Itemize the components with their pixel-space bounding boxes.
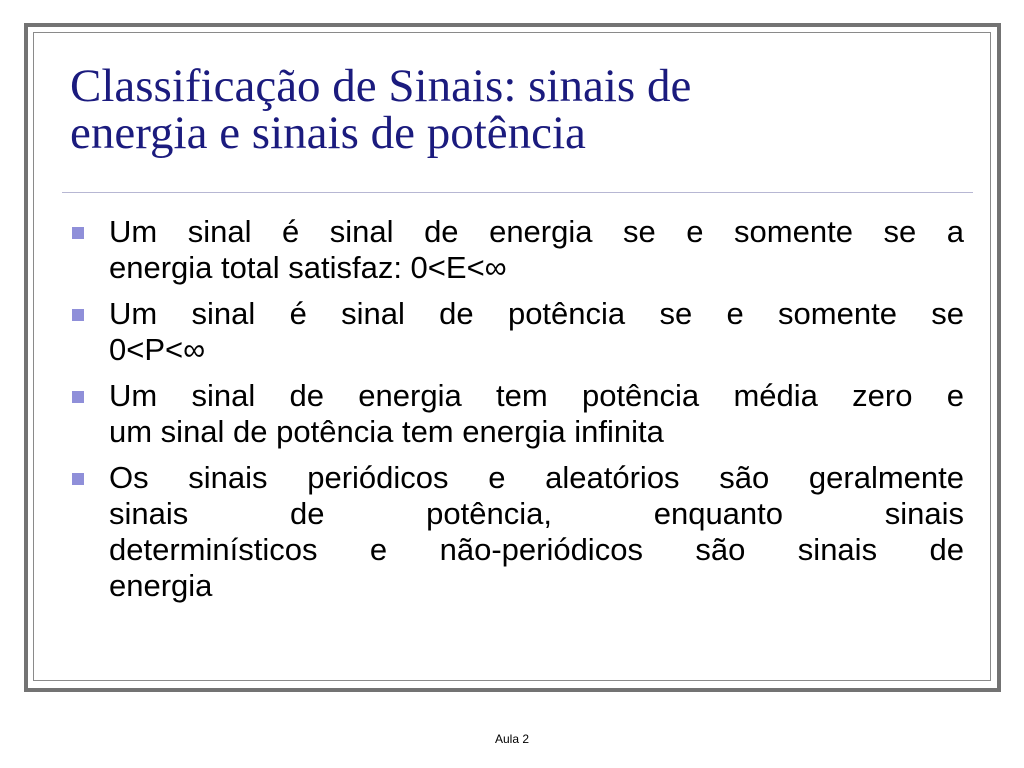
square-bullet-icon (72, 309, 84, 321)
slide-footer: Aula 2 (494, 732, 530, 746)
slide-title (70, 60, 950, 159)
bullet-list (72, 214, 964, 614)
square-bullet-icon (72, 473, 84, 485)
title-divider (62, 192, 973, 193)
bullet-item-signal-types (72, 460, 964, 604)
bullet-line: sinais de potência, enquanto sinais (109, 496, 964, 531)
bullet-line: 0<P<∞ (109, 332, 206, 367)
bullet-item-energy-vs-power (72, 378, 964, 450)
bullet-line: Um sinal é sinal de potência se e somente se (109, 296, 964, 331)
square-bullet-icon (72, 227, 84, 239)
bullet-item-power-signal (72, 296, 964, 368)
slide-title-line-2: energia e sinais de potência (70, 107, 586, 159)
bullet-item-energy-signal (72, 214, 964, 286)
bullet-line: determinísticos e não-periódicos são sinais de (109, 532, 964, 567)
bullet-line: Um sinal de energia tem potência média zero e (109, 378, 964, 413)
square-bullet-icon (72, 391, 84, 403)
bullet-line: um sinal de potência tem energia infinita (109, 414, 664, 449)
bullet-line: Um sinal é sinal de energia se e somente se a (109, 214, 964, 249)
bullet-line: energia total satisfaz: 0<E<∞ (109, 250, 507, 285)
slide-title-line-1: Classificação de Sinais: sinais de (70, 60, 692, 112)
bullet-line: Os sinais periódicos e aleatórios são geralmente (109, 460, 964, 495)
bullet-line: energia (109, 568, 213, 603)
